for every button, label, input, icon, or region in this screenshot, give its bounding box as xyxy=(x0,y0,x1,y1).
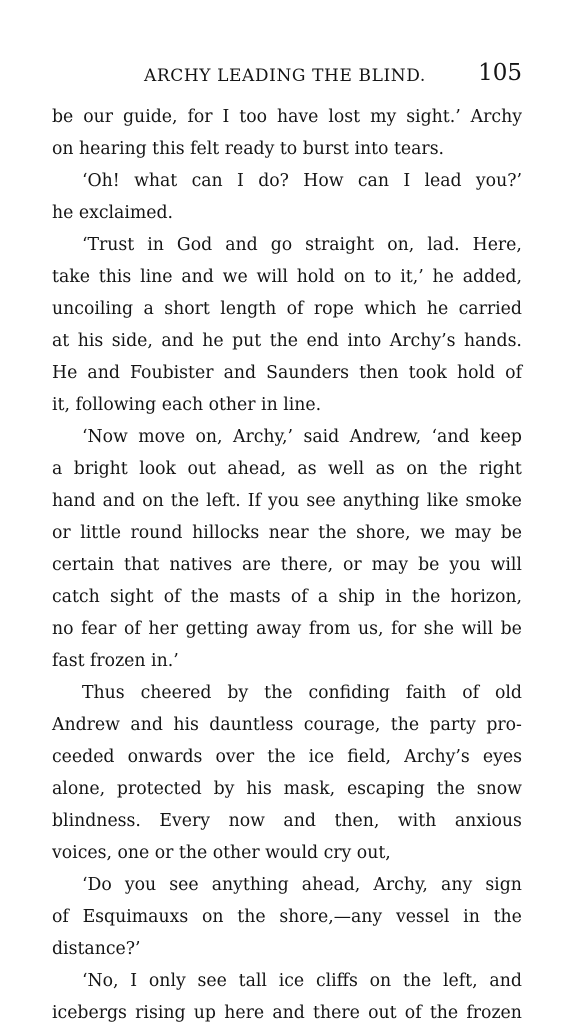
word: and xyxy=(489,971,522,991)
word: see xyxy=(197,971,227,991)
word: round xyxy=(130,523,183,543)
text-line xyxy=(52,485,522,517)
word: the xyxy=(264,683,293,703)
text-line xyxy=(52,357,522,389)
word: faith xyxy=(405,683,447,703)
word: anything xyxy=(342,491,420,511)
word: be xyxy=(500,619,522,639)
word: I xyxy=(130,971,138,991)
word: this xyxy=(98,267,132,287)
word: ‘and xyxy=(431,427,470,447)
word: How xyxy=(303,171,344,191)
word: line. xyxy=(283,395,322,415)
word: frozen xyxy=(466,1003,522,1023)
word: mask, xyxy=(283,779,336,799)
word: we xyxy=(222,267,248,287)
word: said xyxy=(303,427,340,447)
word: you?’ xyxy=(475,171,522,191)
word: go xyxy=(270,235,293,255)
text-line xyxy=(52,293,522,325)
word: natives xyxy=(169,555,233,575)
word: tall xyxy=(238,971,267,991)
text-line xyxy=(52,197,522,229)
word: into xyxy=(354,139,394,159)
word: and xyxy=(102,491,136,511)
word: which xyxy=(364,299,417,319)
word: straight xyxy=(305,235,375,255)
text-line xyxy=(52,645,522,677)
word: on, xyxy=(387,235,415,255)
word: tears. xyxy=(393,139,445,159)
word: vessel xyxy=(395,907,450,927)
word: pro- xyxy=(486,715,522,735)
word: the xyxy=(190,587,220,607)
word: and xyxy=(223,363,257,383)
running-head xyxy=(52,60,522,94)
word: then, xyxy=(334,811,380,831)
word: for xyxy=(391,619,417,639)
word: I xyxy=(237,171,244,191)
word: we xyxy=(420,523,446,543)
word: carried xyxy=(458,299,522,319)
word: Esquimauxs xyxy=(82,907,189,927)
word: rising xyxy=(135,1003,186,1023)
word: our xyxy=(83,107,114,127)
word: move xyxy=(138,427,186,447)
word: following xyxy=(75,395,162,415)
word: have xyxy=(276,107,319,127)
word: or xyxy=(52,523,71,543)
word: uncoiling xyxy=(52,299,134,319)
word: you xyxy=(124,875,157,895)
word: you xyxy=(449,555,481,575)
word: into xyxy=(347,331,382,351)
word: shore,—any xyxy=(279,907,383,927)
word: will xyxy=(490,555,522,575)
word: to xyxy=(279,139,303,159)
word: ahead, xyxy=(227,459,286,479)
word: Here, xyxy=(472,235,522,255)
word: confiding xyxy=(308,683,390,703)
word: of xyxy=(505,363,522,383)
word: it, xyxy=(52,395,76,415)
word: dauntless xyxy=(209,715,294,735)
word: away xyxy=(256,619,302,639)
word: took xyxy=(408,363,447,383)
text-line xyxy=(52,709,522,741)
word: he xyxy=(52,203,79,223)
word: will xyxy=(461,619,493,639)
word: see xyxy=(169,875,199,895)
word: eyes xyxy=(482,747,522,767)
word: of xyxy=(163,587,181,607)
word: and xyxy=(272,1003,305,1023)
word: of xyxy=(462,683,479,703)
word: ‘No, xyxy=(82,971,119,991)
word: no xyxy=(52,619,74,639)
text-line xyxy=(52,325,522,357)
text-line xyxy=(52,261,522,293)
word: rope xyxy=(313,299,354,319)
word: escaping xyxy=(346,779,425,799)
word: on xyxy=(201,907,224,927)
word: ‘Now xyxy=(82,427,128,447)
word: near xyxy=(268,523,309,543)
text-line xyxy=(52,101,522,133)
word: the xyxy=(170,491,200,511)
word: his xyxy=(246,779,272,799)
word: catch xyxy=(52,587,100,607)
word: look xyxy=(139,459,177,479)
word: on xyxy=(142,491,164,511)
word: of xyxy=(404,1003,422,1023)
word: us, xyxy=(357,619,384,639)
word: end xyxy=(306,331,339,351)
word: one xyxy=(117,843,155,863)
word: may xyxy=(454,523,492,543)
word: it,’ xyxy=(400,267,424,287)
word: the xyxy=(402,971,432,991)
word: keep xyxy=(479,427,522,447)
word: ceeded xyxy=(52,747,115,767)
word: like xyxy=(426,491,459,511)
word: alone, xyxy=(52,779,106,799)
running-title: ARCHY LEADING THE BLIND. xyxy=(144,66,426,86)
word: sight xyxy=(109,587,154,607)
word: sign xyxy=(485,875,522,895)
word: for xyxy=(187,107,213,127)
word: in.’ xyxy=(151,651,179,671)
word: the xyxy=(429,1003,459,1023)
word: ‘Do xyxy=(82,875,112,895)
word: from xyxy=(308,619,351,639)
word: Archy, xyxy=(373,875,428,895)
word: icebergs xyxy=(52,1003,127,1023)
word: short xyxy=(164,299,210,319)
word: cliffs xyxy=(315,971,358,991)
text-line xyxy=(52,229,522,261)
word: Every xyxy=(159,811,211,831)
word: hillocks xyxy=(192,523,260,543)
word: anything xyxy=(211,875,289,895)
word: a xyxy=(317,587,329,607)
word: the xyxy=(390,715,420,735)
text-line xyxy=(52,869,522,901)
word: and xyxy=(283,811,316,831)
word: on xyxy=(52,139,80,159)
word: masts xyxy=(229,587,281,607)
word: I xyxy=(403,171,411,191)
word: you xyxy=(268,491,300,511)
word: I xyxy=(222,107,230,127)
word: he xyxy=(426,299,449,319)
word: here xyxy=(224,1003,265,1023)
word: by xyxy=(227,683,249,703)
text-line xyxy=(52,901,522,933)
text-line xyxy=(52,965,522,997)
text-line xyxy=(52,613,522,645)
word: bright xyxy=(73,459,128,479)
word: put xyxy=(232,331,262,351)
word: burst xyxy=(302,139,355,159)
word: the xyxy=(493,907,522,927)
word: of xyxy=(52,907,69,927)
page-number: 105 xyxy=(478,60,522,86)
word: getting xyxy=(185,619,249,639)
word: old xyxy=(494,683,522,703)
word: of xyxy=(286,299,304,319)
word: his xyxy=(77,331,104,351)
word: there, xyxy=(280,555,334,575)
word: in xyxy=(385,587,402,607)
word: lost xyxy=(328,107,361,127)
word: on xyxy=(343,267,366,287)
word: a xyxy=(143,299,154,319)
word: ice xyxy=(308,747,335,767)
word: and xyxy=(87,363,120,383)
word: can xyxy=(357,171,389,191)
word: line xyxy=(140,267,173,287)
text-line xyxy=(52,741,522,773)
word: hold xyxy=(456,363,496,383)
word: and xyxy=(130,715,163,735)
text-line xyxy=(52,933,522,965)
word: may xyxy=(371,555,409,575)
word: my xyxy=(370,107,397,127)
word: If xyxy=(247,491,261,511)
word: right xyxy=(478,459,522,479)
word: hands. xyxy=(463,331,522,351)
word: distance?’ xyxy=(52,939,141,959)
word: in xyxy=(147,235,164,255)
text-line xyxy=(52,805,522,837)
word: of xyxy=(290,587,308,607)
word: this xyxy=(152,139,191,159)
word: the xyxy=(178,843,213,863)
word: sight.’ xyxy=(406,107,461,127)
text-line xyxy=(52,421,522,453)
word: out, xyxy=(356,843,391,863)
word: and xyxy=(161,331,194,351)
text-line xyxy=(52,837,522,869)
word: what xyxy=(134,171,178,191)
word: too xyxy=(239,107,268,127)
word: on xyxy=(369,971,392,991)
word: left, xyxy=(443,971,478,991)
word: the xyxy=(436,779,465,799)
word: shore, xyxy=(356,523,411,543)
word: would xyxy=(265,843,324,863)
word: fast xyxy=(52,651,91,671)
word: in xyxy=(463,907,480,927)
word: then xyxy=(359,363,399,383)
word: Archy,’ xyxy=(232,427,293,447)
word: felt xyxy=(190,139,225,159)
word: Saunders xyxy=(266,363,349,383)
word: Archy xyxy=(470,107,522,127)
word: left. xyxy=(206,491,241,511)
word: ‘Oh! xyxy=(82,171,120,191)
word: party xyxy=(429,715,476,735)
word: the xyxy=(269,331,298,351)
word: length xyxy=(220,299,277,319)
word: ready xyxy=(224,139,280,159)
word: cry xyxy=(323,843,357,863)
word: each xyxy=(161,395,209,415)
word: any xyxy=(441,875,473,895)
word: that xyxy=(124,555,160,575)
word: onwards xyxy=(127,747,203,767)
word: out xyxy=(187,459,216,479)
text-line xyxy=(52,133,522,165)
word: only xyxy=(148,971,186,991)
word: on xyxy=(406,459,428,479)
word: and xyxy=(225,235,258,255)
word: over xyxy=(215,747,255,767)
word: as xyxy=(297,459,317,479)
text-line xyxy=(52,517,522,549)
word: side, xyxy=(111,331,153,351)
word: anxious xyxy=(454,811,522,831)
word: her xyxy=(148,619,178,639)
word: are xyxy=(242,555,271,575)
word: hold xyxy=(296,267,335,287)
word: see xyxy=(306,491,336,511)
text-line xyxy=(52,453,522,485)
text-line xyxy=(52,389,522,421)
word: be xyxy=(500,523,522,543)
word: well xyxy=(328,459,365,479)
word: at xyxy=(52,331,70,351)
word: field, xyxy=(347,747,392,767)
word: horizon, xyxy=(450,587,522,607)
word: will xyxy=(256,267,288,287)
word: she xyxy=(423,619,454,639)
word: other xyxy=(212,843,266,863)
word: Thus xyxy=(82,683,125,703)
word: or xyxy=(343,555,362,575)
word: God xyxy=(176,235,213,255)
word: he xyxy=(432,267,454,287)
text-line xyxy=(52,997,522,1029)
word: hearing xyxy=(79,139,153,159)
word: he xyxy=(202,331,224,351)
word: as xyxy=(375,459,395,479)
word: there xyxy=(313,1003,360,1023)
word: ship xyxy=(338,587,375,607)
word: Andrew, xyxy=(349,427,422,447)
word: Foubister xyxy=(130,363,214,383)
text-line xyxy=(52,581,522,613)
word: smoke xyxy=(465,491,522,511)
word: snow xyxy=(476,779,522,799)
word: now xyxy=(228,811,265,831)
word: lead xyxy=(424,171,462,191)
text-line xyxy=(52,773,522,805)
word: hand xyxy=(52,491,96,511)
word: He xyxy=(52,363,78,383)
text-line xyxy=(52,677,522,709)
text-line xyxy=(52,165,522,197)
word: frozen xyxy=(90,651,152,671)
word: Andrew xyxy=(52,715,120,735)
word: other xyxy=(208,395,262,415)
word: take xyxy=(52,267,90,287)
word: to xyxy=(374,267,392,287)
word: the xyxy=(439,459,468,479)
word: cheered xyxy=(140,683,212,703)
word: by xyxy=(213,779,235,799)
word: protected xyxy=(116,779,202,799)
word: the xyxy=(412,587,441,607)
word: out xyxy=(368,1003,397,1023)
word: ahead, xyxy=(301,875,361,895)
word: up xyxy=(193,1003,216,1023)
word: do? xyxy=(258,171,289,191)
word: the xyxy=(318,523,347,543)
word: Archy’s xyxy=(389,331,456,351)
word: of xyxy=(123,619,141,639)
word: certain xyxy=(52,555,115,575)
word: blindness. xyxy=(52,811,141,831)
word: lad. xyxy=(427,235,460,255)
word: little xyxy=(80,523,121,543)
word: can xyxy=(191,171,223,191)
word: and xyxy=(181,267,214,287)
word: the xyxy=(237,907,266,927)
word: be xyxy=(52,107,74,127)
word: voices, xyxy=(52,843,118,863)
text-line xyxy=(52,549,522,581)
word: courage, xyxy=(303,715,381,735)
word: with xyxy=(397,811,437,831)
word: Archy’s xyxy=(404,747,470,767)
word: his xyxy=(173,715,199,735)
word: ice xyxy=(278,971,305,991)
word: or xyxy=(154,843,179,863)
body-text xyxy=(52,101,522,1029)
word: the xyxy=(267,747,296,767)
word: fear xyxy=(81,619,117,639)
word: ‘Trust xyxy=(82,235,135,255)
word: on, xyxy=(195,427,223,447)
word: be xyxy=(418,555,440,575)
word: guide, xyxy=(123,107,178,127)
word: in xyxy=(261,395,284,415)
word: a xyxy=(52,459,63,479)
word: exclaimed. xyxy=(78,203,174,223)
word: added, xyxy=(462,267,522,287)
